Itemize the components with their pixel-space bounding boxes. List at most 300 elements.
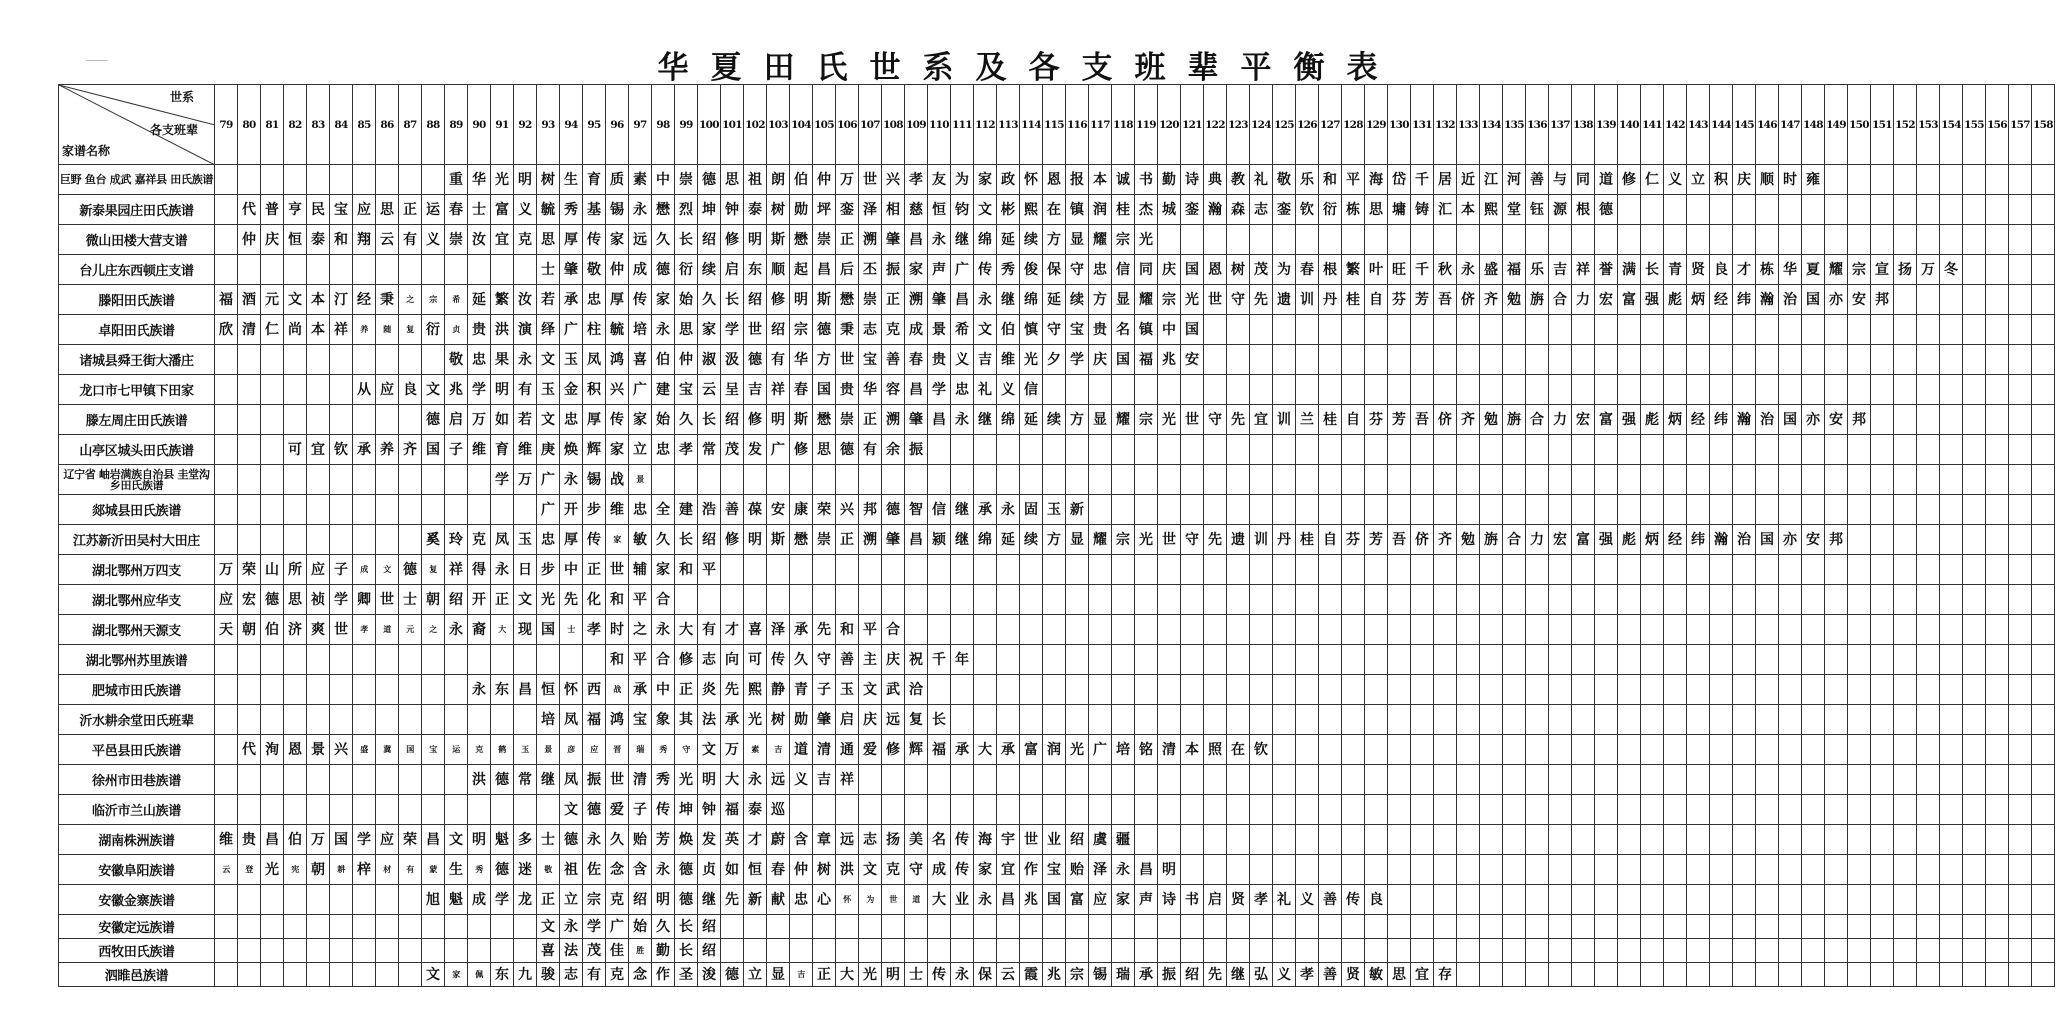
generation-char: 同	[1135, 255, 1158, 285]
generation-char: 治	[1779, 285, 1802, 315]
empty-cell	[2009, 225, 2032, 255]
empty-cell	[1733, 465, 1756, 495]
empty-cell	[1227, 585, 1250, 615]
generation-char: 德	[744, 345, 767, 375]
empty-cell	[1112, 465, 1135, 495]
empty-cell	[238, 795, 261, 825]
generation-char: 彪	[1664, 285, 1687, 315]
empty-cell	[951, 555, 974, 585]
generation-char: 合	[1503, 525, 1526, 555]
empty-cell	[1733, 915, 1756, 939]
empty-cell	[1848, 645, 1871, 675]
empty-cell	[1986, 225, 2009, 255]
empty-cell	[1641, 465, 1664, 495]
empty-cell	[2032, 405, 2055, 435]
generation-char: 誉	[1595, 255, 1618, 285]
generation-char: 国	[1043, 885, 1066, 915]
generation-char: 佳	[606, 939, 629, 963]
empty-cell	[2009, 765, 2032, 795]
generation-number: 104	[790, 85, 813, 165]
generation-char: 庆	[859, 705, 882, 735]
empty-cell	[2009, 915, 2032, 939]
generation-char: 国	[813, 375, 836, 405]
generation-char: 经	[1687, 405, 1710, 435]
generation-char: 昌	[261, 825, 284, 855]
generation-char: 道	[376, 615, 399, 645]
generation-char: 崇	[813, 525, 836, 555]
empty-cell	[1066, 555, 1089, 585]
generation-char: 先	[1204, 963, 1227, 987]
empty-cell	[1894, 315, 1917, 345]
generation-char: 宗	[1112, 525, 1135, 555]
generation-char: 佐	[583, 855, 606, 885]
empty-cell	[1917, 315, 1940, 345]
empty-cell	[215, 525, 238, 555]
empty-cell	[1319, 495, 1342, 525]
generation-char: 钧	[951, 195, 974, 225]
generation-char: 忠	[583, 285, 606, 315]
generation-number: 132	[1434, 85, 1457, 165]
empty-cell	[744, 555, 767, 585]
empty-cell	[1158, 939, 1181, 963]
generation-char: 洵	[261, 735, 284, 765]
empty-cell	[928, 615, 951, 645]
empty-cell	[261, 645, 284, 675]
table-row	[59, 435, 2055, 465]
empty-cell	[951, 675, 974, 705]
generation-char: 德	[1595, 195, 1618, 225]
empty-cell	[1388, 585, 1411, 615]
empty-cell	[1181, 225, 1204, 255]
empty-cell	[1204, 915, 1227, 939]
empty-cell	[1940, 795, 1963, 825]
empty-cell	[1779, 345, 1802, 375]
generation-number: 158	[2032, 85, 2055, 165]
empty-cell	[1526, 495, 1549, 525]
empty-cell	[1848, 495, 1871, 525]
empty-cell	[1089, 465, 1112, 495]
generation-char: 懋	[790, 525, 813, 555]
generation-char: 玉	[514, 525, 537, 555]
generation-char: 蔚	[767, 825, 790, 855]
generation-char: 亦	[1779, 525, 1802, 555]
empty-cell	[284, 795, 307, 825]
empty-cell	[1273, 615, 1296, 645]
empty-cell	[1457, 375, 1480, 405]
empty-cell	[1917, 585, 1940, 615]
generation-char: 夕	[1043, 345, 1066, 375]
generation-char: 德	[675, 855, 698, 885]
generation-char: 茂	[721, 435, 744, 465]
empty-cell	[813, 795, 836, 825]
empty-cell	[1204, 855, 1227, 885]
generation-char: 宏	[1572, 405, 1595, 435]
generation-char: 吉	[974, 345, 997, 375]
empty-cell	[1365, 315, 1388, 345]
empty-cell	[675, 465, 698, 495]
empty-cell	[1388, 675, 1411, 705]
empty-cell	[859, 939, 882, 963]
generation-number: 90	[468, 85, 491, 165]
empty-cell	[1204, 375, 1227, 405]
empty-cell	[1733, 885, 1756, 915]
generation-char: 家	[652, 285, 675, 315]
generation-char: 云	[215, 855, 238, 885]
empty-cell	[307, 915, 330, 939]
empty-cell	[1756, 375, 1779, 405]
generation-char: 容	[882, 375, 905, 405]
empty-cell	[1365, 735, 1388, 765]
empty-cell	[1135, 375, 1158, 405]
generation-char: 康	[790, 495, 813, 525]
generation-char: 恩	[1043, 165, 1066, 195]
empty-cell	[1319, 825, 1342, 855]
empty-cell	[330, 765, 353, 795]
generation-char: 武	[882, 675, 905, 705]
empty-cell	[1687, 555, 1710, 585]
generation-char: 昌	[928, 405, 951, 435]
generation-char: 宗	[790, 315, 813, 345]
generation-char: 正	[836, 525, 859, 555]
empty-cell	[468, 705, 491, 735]
generation-char: 大	[928, 885, 951, 915]
generation-char: 溯	[859, 525, 882, 555]
generation-char: 世	[606, 555, 629, 585]
generation-char: 复	[905, 705, 928, 735]
empty-cell	[813, 585, 836, 615]
empty-cell	[1020, 615, 1043, 645]
generation-char: 士	[468, 195, 491, 225]
generation-char: 彦	[560, 735, 583, 765]
empty-cell	[422, 765, 445, 795]
empty-cell	[1756, 465, 1779, 495]
empty-cell	[1963, 225, 1986, 255]
empty-cell	[1365, 825, 1388, 855]
empty-cell	[1135, 465, 1158, 495]
empty-cell	[353, 885, 376, 915]
generation-char: 盛	[1480, 255, 1503, 285]
generation-char: 千	[1411, 255, 1434, 285]
generation-char: 元	[399, 615, 422, 645]
empty-cell	[1986, 915, 2009, 939]
empty-cell	[215, 195, 238, 225]
generation-char: 名	[928, 825, 951, 855]
empty-cell	[1089, 939, 1112, 963]
generation-char: 万	[307, 825, 330, 855]
generation-char: 贻	[1066, 855, 1089, 885]
empty-cell	[1250, 675, 1273, 705]
generation-char: 忠	[951, 375, 974, 405]
empty-cell	[1802, 855, 1825, 885]
empty-cell	[422, 345, 445, 375]
empty-cell	[1066, 675, 1089, 705]
generation-char: 启	[836, 705, 859, 735]
empty-cell	[882, 465, 905, 495]
generation-char: 长	[675, 225, 698, 255]
empty-cell	[468, 495, 491, 525]
genealogy-name: 卓阳田氏族谱	[59, 315, 215, 345]
generation-number: 128	[1342, 85, 1365, 165]
generation-char: 宝	[422, 735, 445, 765]
empty-cell	[2032, 285, 2055, 315]
generation-number: 125	[1273, 85, 1296, 165]
empty-cell	[1526, 915, 1549, 939]
empty-cell	[1411, 885, 1434, 915]
empty-cell	[2032, 615, 2055, 645]
empty-cell	[1641, 555, 1664, 585]
empty-cell	[1549, 315, 1572, 345]
generation-char: 秉	[376, 285, 399, 315]
generation-char: 洪	[836, 855, 859, 885]
empty-cell	[1020, 645, 1043, 675]
generation-char: 仲	[813, 165, 836, 195]
empty-cell	[284, 495, 307, 525]
generation-char: 广	[560, 315, 583, 345]
empty-cell	[1043, 915, 1066, 939]
empty-cell	[1342, 825, 1365, 855]
empty-cell	[1181, 585, 1204, 615]
generation-char: 思	[813, 435, 836, 465]
generation-char: 传	[629, 285, 652, 315]
generation-char: 国	[1181, 315, 1204, 345]
generation-char: 和	[606, 645, 629, 675]
empty-cell	[1549, 735, 1572, 765]
generation-char: 续	[698, 255, 721, 285]
empty-cell	[399, 963, 422, 987]
table-row	[59, 939, 2055, 963]
empty-cell	[1434, 555, 1457, 585]
empty-cell	[928, 939, 951, 963]
empty-cell	[1457, 585, 1480, 615]
generation-char: 继	[951, 525, 974, 555]
empty-cell	[1848, 375, 1871, 405]
empty-cell	[238, 915, 261, 939]
empty-cell	[1572, 939, 1595, 963]
generation-char: 昌	[997, 885, 1020, 915]
empty-cell	[1664, 963, 1687, 987]
empty-cell	[2009, 405, 2032, 435]
generation-char: 永	[1457, 255, 1480, 285]
empty-cell	[261, 255, 284, 285]
generation-char: 恒	[928, 195, 951, 225]
empty-cell	[1319, 735, 1342, 765]
empty-cell	[997, 435, 1020, 465]
empty-cell	[1641, 585, 1664, 615]
generation-char: 绍	[721, 405, 744, 435]
empty-cell	[1273, 315, 1296, 345]
empty-cell	[238, 963, 261, 987]
generation-char: 万	[721, 735, 744, 765]
generation-char: 平	[859, 615, 882, 645]
generation-char: 养	[353, 315, 376, 345]
empty-cell	[836, 555, 859, 585]
generation-char: 作	[1020, 855, 1043, 885]
empty-cell	[215, 165, 238, 195]
generation-char: 念	[606, 855, 629, 885]
empty-cell	[1319, 615, 1342, 645]
empty-cell	[1181, 645, 1204, 675]
empty-cell	[261, 495, 284, 525]
empty-cell	[2009, 615, 2032, 645]
empty-cell	[1342, 435, 1365, 465]
generation-char: 成	[353, 555, 376, 585]
empty-cell	[1618, 345, 1641, 375]
empty-cell	[1181, 555, 1204, 585]
empty-cell	[1089, 585, 1112, 615]
empty-cell	[238, 645, 261, 675]
generation-number: 129	[1365, 85, 1388, 165]
empty-cell	[1227, 645, 1250, 675]
generation-char: 光	[1020, 345, 1043, 375]
empty-cell	[1135, 585, 1158, 615]
empty-cell	[399, 345, 422, 375]
empty-cell	[1963, 405, 1986, 435]
empty-cell	[1963, 855, 1986, 885]
generation-char: 念	[629, 963, 652, 987]
empty-cell	[1457, 555, 1480, 585]
generation-char: 如	[491, 405, 514, 435]
generation-char: 栋	[1756, 255, 1779, 285]
generation-number: 144	[1710, 85, 1733, 165]
generation-char: 邦	[859, 495, 882, 525]
empty-cell	[537, 645, 560, 675]
empty-cell	[1204, 465, 1227, 495]
empty-cell	[1986, 675, 2009, 705]
table-row	[59, 315, 2055, 345]
genealogy-name: 湖北鄂州天源支	[59, 615, 215, 645]
empty-cell	[1066, 705, 1089, 735]
generation-char: 长	[928, 705, 951, 735]
empty-cell	[1526, 645, 1549, 675]
generation-char: 衍	[675, 255, 698, 285]
empty-cell	[399, 885, 422, 915]
generation-char: 延	[468, 285, 491, 315]
empty-cell	[1756, 735, 1779, 765]
generation-char: 义	[790, 765, 813, 795]
empty-cell	[537, 795, 560, 825]
empty-cell	[1066, 939, 1089, 963]
generation-char: 显	[1066, 525, 1089, 555]
empty-cell	[1250, 939, 1273, 963]
generation-char: 鹤	[491, 735, 514, 765]
generation-char: 承	[629, 675, 652, 705]
empty-cell	[2032, 435, 2055, 465]
empty-cell	[1273, 855, 1296, 885]
empty-cell	[1825, 915, 1848, 939]
generation-char: 成	[905, 315, 928, 345]
empty-cell	[284, 939, 307, 963]
empty-cell	[376, 165, 399, 195]
empty-cell	[1986, 525, 2009, 555]
generation-char: 润	[1043, 735, 1066, 765]
empty-cell	[1457, 705, 1480, 735]
empty-cell	[491, 495, 514, 525]
generation-char: 兴	[882, 165, 905, 195]
empty-cell	[1572, 555, 1595, 585]
generation-char: 俊	[1020, 255, 1043, 285]
empty-cell	[1273, 225, 1296, 255]
empty-cell	[1940, 525, 1963, 555]
empty-cell	[2009, 855, 2032, 885]
empty-cell	[215, 645, 238, 675]
generation-char: 芳	[652, 825, 675, 855]
empty-cell	[698, 465, 721, 495]
empty-cell	[1365, 645, 1388, 675]
empty-cell	[859, 795, 882, 825]
empty-cell	[1526, 735, 1549, 765]
empty-cell	[1434, 705, 1457, 735]
generation-char: 忠	[560, 405, 583, 435]
generation-char: 守	[813, 645, 836, 675]
generation-char: 德	[652, 255, 675, 285]
empty-cell	[491, 255, 514, 285]
empty-cell	[215, 495, 238, 525]
generation-char: 旺	[1388, 255, 1411, 285]
empty-cell	[1940, 465, 1963, 495]
empty-cell	[514, 705, 537, 735]
generation-char: 继	[997, 285, 1020, 315]
empty-cell	[1158, 705, 1181, 735]
generation-char: 可	[744, 645, 767, 675]
empty-cell	[1227, 915, 1250, 939]
generation-char: 芬	[1388, 285, 1411, 315]
empty-cell	[1641, 855, 1664, 885]
generation-char: 经	[353, 285, 376, 315]
generation-char: 思	[721, 165, 744, 195]
empty-cell	[1871, 465, 1894, 495]
generation-char: 斯	[813, 285, 836, 315]
empty-cell	[1848, 345, 1871, 375]
empty-cell	[1756, 855, 1779, 885]
empty-cell	[1710, 495, 1733, 525]
generation-char: 兴	[606, 375, 629, 405]
generation-char: 合	[652, 645, 675, 675]
empty-cell	[1388, 915, 1411, 939]
generation-char: 孝	[905, 165, 928, 195]
empty-cell	[353, 645, 376, 675]
empty-cell	[1480, 939, 1503, 963]
empty-cell	[1802, 825, 1825, 855]
empty-cell	[1112, 585, 1135, 615]
empty-cell	[1733, 375, 1756, 405]
empty-cell	[1503, 705, 1526, 735]
generation-char: 广	[1089, 735, 1112, 765]
empty-cell	[284, 705, 307, 735]
empty-cell	[1894, 765, 1917, 795]
empty-cell	[1227, 795, 1250, 825]
empty-cell	[1181, 495, 1204, 525]
empty-cell	[1434, 915, 1457, 939]
empty-cell	[399, 705, 422, 735]
generation-char: 起	[790, 255, 813, 285]
generation-char: 亦	[1825, 285, 1848, 315]
empty-cell	[1273, 435, 1296, 465]
generation-char: 旭	[422, 885, 445, 915]
empty-cell	[376, 405, 399, 435]
empty-cell	[974, 465, 997, 495]
generation-char: 强	[1618, 405, 1641, 435]
generation-char: 酒	[238, 285, 261, 315]
generation-char: 勉	[1480, 405, 1503, 435]
generation-char: 森	[1227, 195, 1250, 225]
generation-char: 家	[445, 963, 468, 987]
generation-char: 经	[1710, 285, 1733, 315]
generation-char: 仲	[606, 255, 629, 285]
generation-number: 119	[1135, 85, 1158, 165]
empty-cell	[1687, 765, 1710, 795]
empty-cell	[468, 645, 491, 675]
empty-cell	[1917, 795, 1940, 825]
